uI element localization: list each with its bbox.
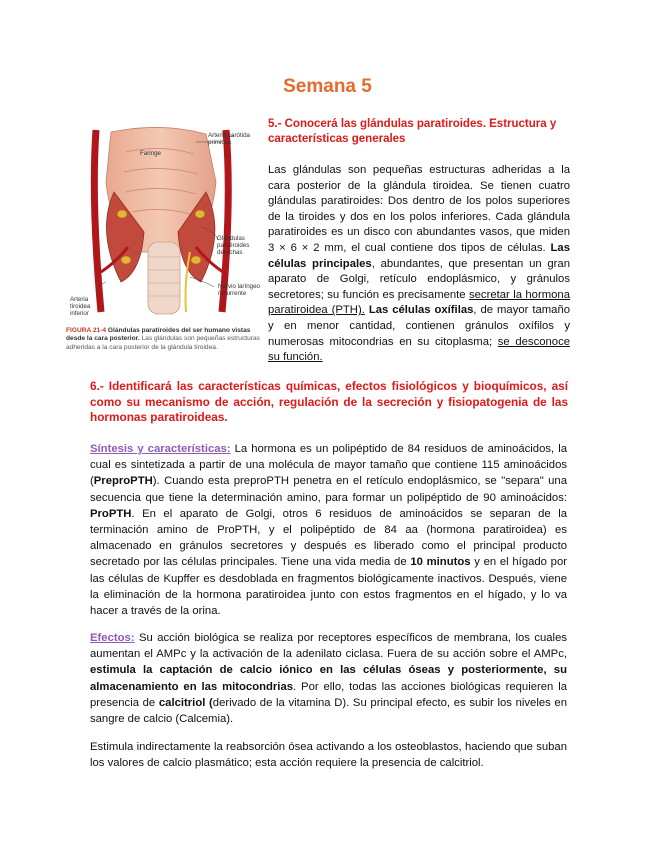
- last-paragraph: Estimula indirectamente la reabsorción ósea activando a los osteoblastos, haciendo que suban los valores de calcio plasmático; esta acción requiere la presencia de calcitriol.: [90, 741, 567, 770]
- figure-caption: [66, 327, 266, 352]
- sintesis-label: Síntesis y características:: [90, 443, 231, 455]
- label-glandulas: Glándulas paratiroides derechas: [217, 235, 250, 256]
- caption-bold: Glándulas paratiroides del ser humano vistas desde la cara posterior.: [66, 327, 251, 343]
- sintesis-paragraph: Síntesis y características: La hormona es un polipéptido de 84 residuos de aminoácidos, la cual es sintetizada a partir de una molécula de mayor tamaño que contiene 115 aminoácidos (PreproPTH). Cuando esta preproPTH penetra en el retículo endoplásmico, se "separa" una secuencia que tiene la determinación amino, para formar un polipéptido de 90 aminoácidos: ProPTH. En el aparato de Golgi, otros 6 residuos de aminoácidos se separan de la terminación amino de ProPTH, y el polipéptido de 84 aa (hormona paratiroidea) es almacenado en gránulos secretores y después es liberado como el principal producto secretado por las células principales. Tiene una vida media de 10 minutos y en el hígado por las células de Kupffer es desdoblada en fragmentos biológicamente inactivos. Después, viene la eliminación de la hormona paratiroidea junto con estos fragmentos en el hígado, y lo va hacer a través de la orina.: [90, 443, 567, 618]
- page-title: Semana 5: [283, 76, 372, 97]
- efectos-label: Efectos:: [90, 632, 135, 644]
- label-faringe: Faringe: [140, 150, 161, 157]
- caption-rest: Las glándulas son pequeñas estructuras adheridas a la cara posterior de la glándula tiroidea.: [66, 335, 260, 351]
- label-arteria-tiroidea: Arteria tiroidea inferior: [70, 296, 91, 317]
- label-arteria-carotida: Arteria carótida primitiva: [208, 132, 250, 146]
- section5-heading: 5.- Conocerá las glándulas paratiroides. Estructura y características generales: [268, 118, 557, 145]
- efectos-paragraph: Efectos: Su acción biológica se realiza por receptores específicos de membrana, los cuales aumentan el AMPc y la activación de la adenilato ciclasa. Fuera de su acción sobre el AMPc, estimula la captación de calcio iónico en las células óseas y posteriormente, su almacenamiento en las mitocondrias. Por ello, todas las acciones biológicas requieren la presencia de calcitriol (derivado de la vitamina D). Su principal efecto, es subir los niveles en sangre de calcio (Calcemia).: [90, 632, 567, 726]
- section5-body: Las glándulas son pequeñas estructuras adheridas a la cara posterior de la glándula tiroidea. Se tienen cuatro glándulas paratiroides: Dos dentro de los polos superiores de la tiroides y dos en los polos inferiores. Cada glándula paratiroides es un disco con abundantes vasos, que miden 3 × 6 × 2 mm, el cual contiene dos tipos de células. Las células principales, abundantes, que presentan un gran aparato de Golgi, retículo endoplásmico, y gránulos secretores; su función es precisamente secretar la hormona paratiroidea (PTH). Las células oxífilas, de mayor tamaño y en menor cantidad, contienen gránulos oxífilos y numerosas mitocondrias en su citoplasma; se desconoce su función.: [268, 164, 571, 364]
- label-nervio: Nervio laríngeo recurrente: [218, 283, 260, 297]
- caption-number: FIGURA 21-4: [66, 327, 107, 334]
- section6-heading: 6.- Identificará las características químicas, efectos fisiológicos y bioquímicos, así como su mecanismo de acción, regulación de la secreción y fisiopatogenia de las hormonas paratiroideas.: [90, 379, 568, 425]
